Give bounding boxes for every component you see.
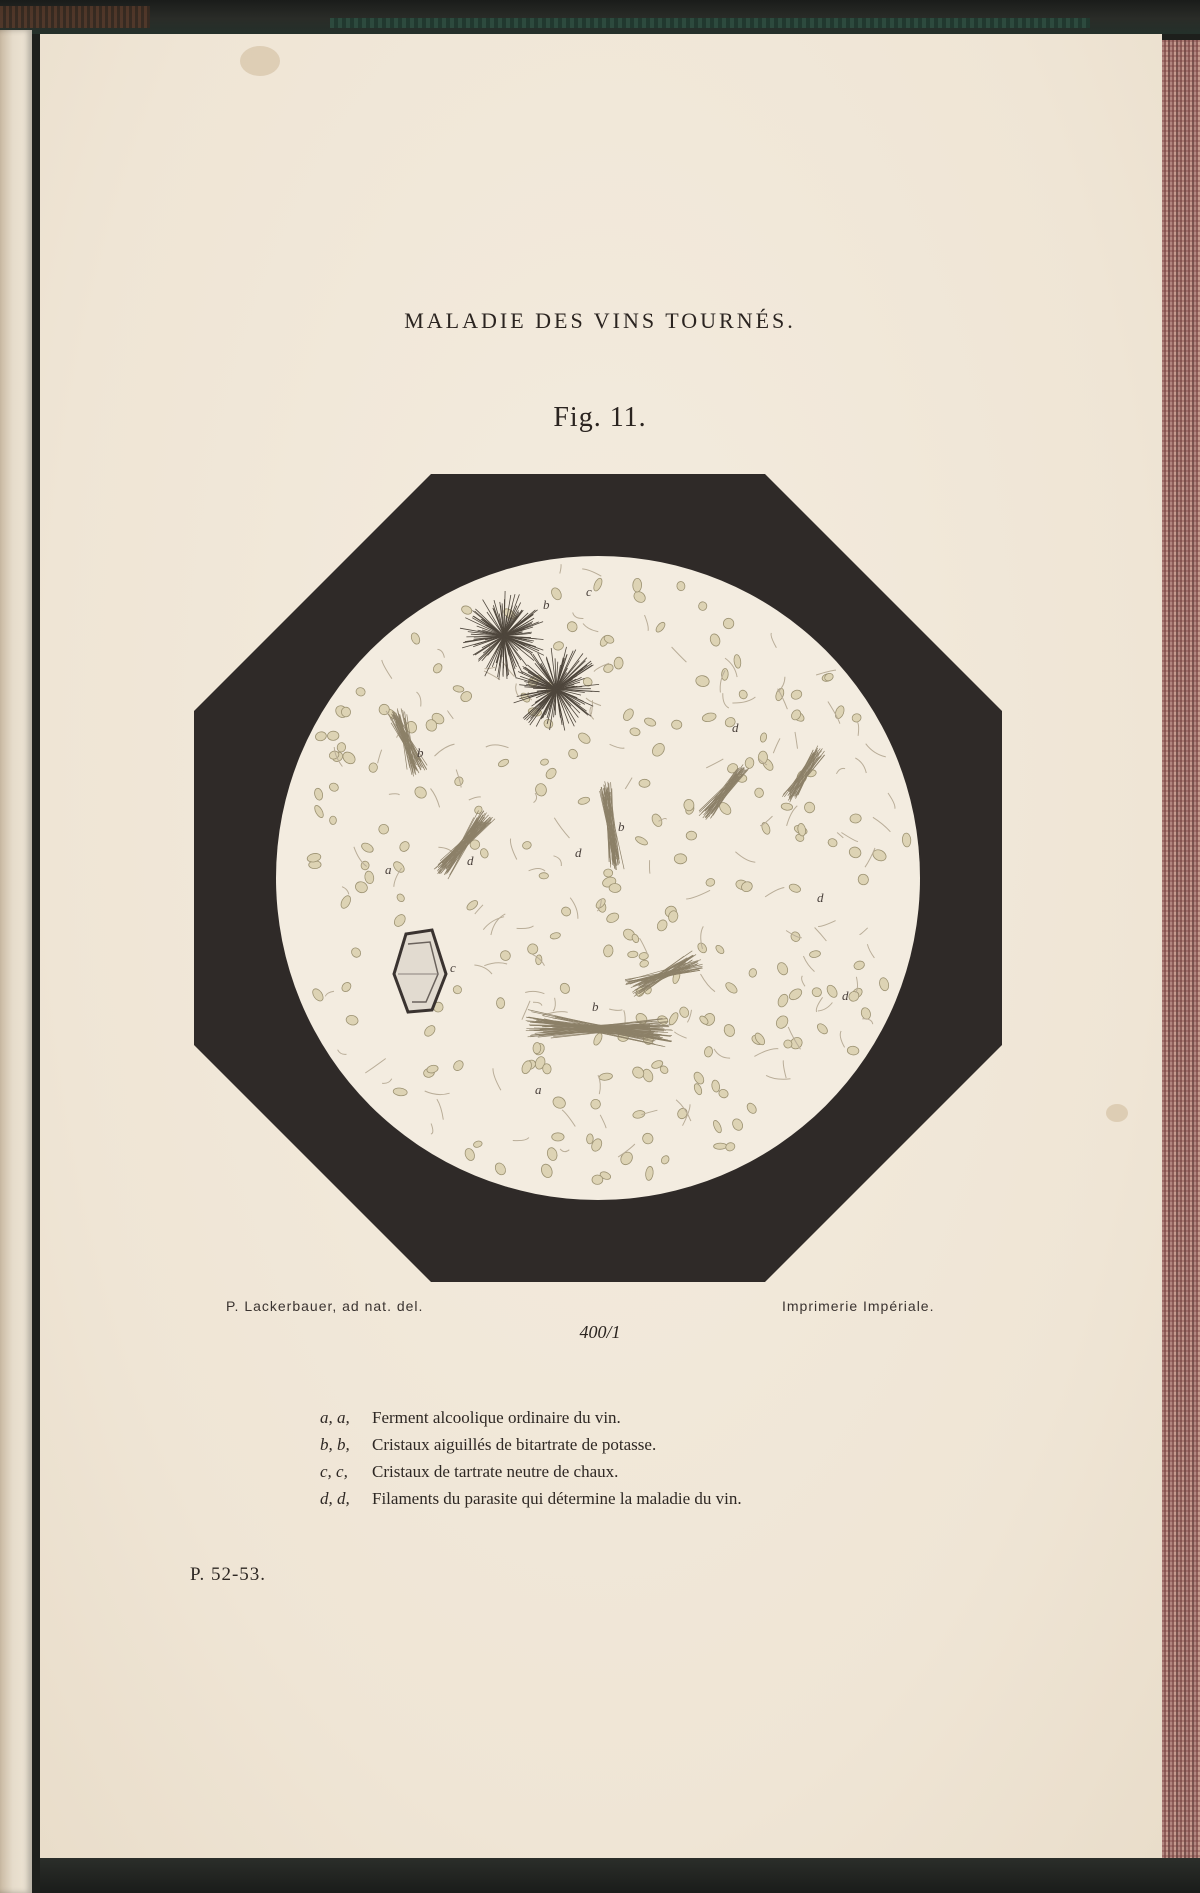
- binding-green-edge: [330, 18, 1090, 28]
- paper-stain: [1106, 1104, 1128, 1122]
- magnification-label: 400/1: [579, 1322, 621, 1342]
- legend-key: a, a,: [320, 1408, 350, 1427]
- label-d: d: [467, 853, 474, 868]
- legend-text: Filaments du parasite qui détermine la maladie du vin.: [372, 1489, 742, 1508]
- plate-title: MALADIE DES VINS TOURNÉS.: [404, 308, 796, 333]
- legend-key: b, b,: [320, 1435, 350, 1454]
- yeast-cell: [496, 997, 505, 1008]
- legend-row-b: [320, 1431, 742, 1458]
- label-d: d: [817, 890, 824, 905]
- figure-label: Fig. 11.: [553, 402, 647, 433]
- yeast-cell: [614, 657, 624, 669]
- yeast-cell: [684, 799, 695, 811]
- yeast-cell: [721, 668, 728, 680]
- artist-credit: P. Lackerbauer, ad nat. del.: [226, 1298, 424, 1314]
- book-bottom-edge: [40, 1858, 1200, 1893]
- legend-text: Ferment alcoolique ordinaire du vin.: [372, 1408, 621, 1427]
- label-b: b: [618, 819, 625, 834]
- label-b: b: [417, 745, 424, 760]
- yeast-cell: [604, 869, 613, 877]
- yeast-cell: [671, 720, 682, 730]
- legend-row-c: [320, 1458, 742, 1485]
- paper-stain: [240, 46, 280, 76]
- legend-key: d, d,: [320, 1489, 350, 1508]
- yeast-cell: [639, 779, 650, 787]
- yeast-cell: [327, 731, 339, 741]
- label-d: d: [732, 720, 739, 735]
- page-reference: P. 52-53.: [190, 1564, 267, 1585]
- yeast-cell: [714, 1143, 727, 1149]
- legend-row-a: [320, 1404, 742, 1431]
- figure-legend: [320, 1404, 742, 1512]
- yeast-cell: [674, 854, 687, 864]
- legend-text: Cristaux aiguillés de bitartrate de potasse.: [372, 1435, 657, 1454]
- label-c: c: [586, 584, 592, 599]
- yeast-cell: [552, 1133, 564, 1141]
- yeast-cell: [586, 1134, 593, 1144]
- yeast-cell: [609, 883, 621, 892]
- label-d: d: [842, 988, 849, 1003]
- label-a: a: [535, 1082, 542, 1097]
- yeast-cell: [330, 816, 337, 825]
- microscope-plate: [194, 474, 1002, 1282]
- yeast-cell: [592, 1175, 603, 1184]
- legend-text: Cristaux de tartrate neutre de chaux.: [372, 1462, 619, 1481]
- printer-credit: Imprimerie Impériale.: [782, 1298, 935, 1314]
- binding-cloth: [0, 6, 150, 28]
- yeast-cell: [633, 578, 642, 592]
- yeast-cell: [539, 873, 549, 879]
- legend-key: c, c,: [320, 1462, 348, 1481]
- yeast-cell: [533, 1042, 541, 1054]
- book-top-binding: [0, 0, 1200, 34]
- label-c: c: [450, 960, 456, 975]
- label-d: d: [575, 845, 582, 860]
- label-b: b: [543, 597, 550, 612]
- legend-row-d: [320, 1485, 742, 1512]
- yeast-cell: [686, 831, 697, 840]
- label-a: a: [385, 862, 392, 877]
- label-b: b: [592, 999, 599, 1014]
